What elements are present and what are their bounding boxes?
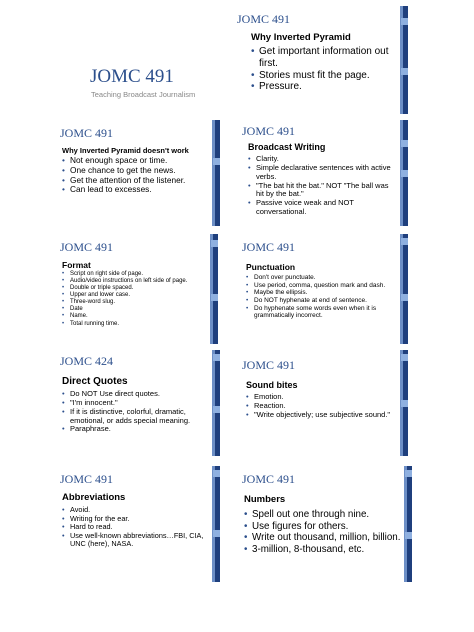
bullet-item: • Total running time.	[62, 321, 214, 328]
slide-side-square	[213, 406, 220, 413]
bullet-item: • Simple declarative sentences with active verbs.	[248, 164, 398, 182]
bullet-item: • If it is distinctive, colorful, dramatic, emotional, or adds special meaning.	[62, 408, 214, 426]
bullet-item: • "I'm innocent."	[62, 399, 214, 408]
course-label: JOMC 491	[242, 358, 296, 372]
bullet-list	[248, 155, 398, 217]
bullet-item: • Can lead to excesses.	[62, 185, 212, 195]
course-label: JOMC 491	[60, 472, 114, 486]
bullet-item: • Do hyphenate some words even when it is grammatically incorrect.	[246, 305, 401, 320]
bullet-list	[251, 46, 401, 93]
slide-side-square	[401, 354, 408, 361]
slide-side-bar-light	[212, 466, 215, 582]
bullet-item: • Passive voice weak and NOT conversational.	[248, 199, 398, 217]
slide-side-square	[213, 530, 220, 537]
slide-heading: Sound bites	[246, 380, 298, 390]
bullet-item: • Get the attention of the listener.	[62, 176, 212, 186]
slide-heading: Numbers	[244, 494, 286, 505]
bullet-item: • Use figures for others.	[244, 521, 402, 533]
bullet-item: • Not enough space or time.	[62, 156, 212, 166]
slide-side-square	[401, 68, 408, 75]
slide-format	[50, 234, 218, 344]
slide-side-bar	[215, 350, 220, 456]
slide-side-square	[405, 532, 412, 539]
slide-side-bar	[215, 120, 220, 226]
bullet-item: • 3-million, 8-thousand, etc.	[244, 544, 402, 556]
bullet-item: • Name.	[62, 313, 214, 320]
slide-side-square	[213, 158, 220, 165]
course-label: JOMC 491	[60, 240, 114, 254]
bullet-list	[62, 156, 212, 195]
slide-side-square	[401, 18, 408, 25]
slide-side-square	[405, 470, 412, 477]
bullet-item: • Writing for the ear.	[62, 515, 212, 524]
bullet-item: • Three-word slug.	[62, 299, 214, 306]
slide-side-square	[401, 170, 408, 177]
slide-side-bar-light	[404, 466, 407, 582]
slide-heading: Direct Quotes	[62, 376, 128, 387]
bullet-item: • Stories must fit the page.	[251, 70, 401, 82]
bullet-list	[62, 390, 214, 434]
bullet-list	[244, 509, 402, 555]
bullet-item: • Get important information out first.	[251, 46, 401, 70]
slide-abbreviations	[50, 466, 220, 582]
bullet-item: • One chance to get the news.	[62, 166, 212, 176]
slide-title	[30, 6, 216, 118]
bullet-item: • Avoid.	[62, 506, 212, 515]
bullet-item: • Clarity.	[248, 155, 398, 164]
bullet-item: • Script on right side of page.	[62, 271, 214, 278]
bullet-item: • Maybe the ellipsis.	[246, 289, 401, 297]
slide-heading: Format	[62, 260, 91, 270]
course-label: JOMC 491	[242, 472, 296, 486]
bullet-item: • Use period, comma, question mark and dash.	[246, 282, 401, 290]
slide-heading: Why Inverted Pyramid	[251, 32, 351, 43]
course-label: JOMC 491	[60, 126, 114, 140]
bullet-item: • Pressure.	[251, 81, 401, 93]
course-label: JOMC 491	[237, 12, 291, 26]
bullet-item: • Do NOT Use direct quotes.	[62, 390, 214, 399]
bullet-item: • Double or triple spaced.	[62, 285, 214, 292]
bullet-item: • Paraphrase.	[62, 425, 214, 434]
slide-side-bar	[403, 234, 408, 344]
slide-punctuation	[232, 234, 408, 344]
bullet-item: • Date	[62, 306, 214, 313]
slide-side-square	[211, 240, 218, 247]
slide-side-bar-light	[212, 120, 215, 226]
course-title: JOMC 491	[90, 66, 174, 87]
bullet-item: • Write out thousand, million, billion.	[244, 532, 402, 544]
slide-heading: Punctuation	[246, 262, 296, 272]
bullet-item: • Reaction.	[246, 402, 398, 411]
bullet-item: • Do NOT hyphenate at end of sentence.	[246, 297, 401, 305]
slide-numbers	[232, 466, 412, 582]
bullet-item: • Use well-known abbreviations…FBI, CIA, UNC (here), NASA.	[62, 532, 212, 549]
slide-side-square	[213, 354, 220, 361]
slide-heading: Abbreviations	[62, 492, 126, 503]
slide-why-not-inverted-pyramid	[50, 120, 220, 226]
slide-side-square	[401, 238, 408, 245]
course-label: JOMC 491	[242, 240, 296, 254]
bullet-list	[246, 393, 398, 420]
bullet-item: • Upper and lower case.	[62, 292, 214, 299]
bullet-item: • "The bat hit the bat." NOT "The ball was hit by the bat."	[248, 182, 398, 200]
bullet-item: • Hard to read.	[62, 523, 212, 532]
slide-side-bar	[215, 466, 220, 582]
slide-broadcast-writing	[232, 120, 408, 226]
bullet-item: • "Write objectively; use subjective sound."	[246, 411, 398, 420]
slide-why-inverted-pyramid	[229, 6, 408, 114]
course-label: JOMC 491	[242, 124, 296, 138]
bullet-list	[246, 274, 401, 320]
bullet-item: • Spell out one through nine.	[244, 509, 402, 521]
slide-direct-quotes	[50, 350, 220, 456]
bullet-list	[62, 506, 212, 549]
bullet-item: • Audio/video instructions on left side of page.	[62, 278, 214, 285]
slide-side-square	[213, 470, 220, 477]
course-subtitle: Teaching Broadcast Journalism	[91, 90, 196, 99]
slide-side-bar	[407, 466, 412, 582]
course-label: JOMC 424	[60, 354, 114, 368]
bullet-item: • Emotion.	[246, 393, 398, 402]
slide-side-square	[401, 140, 408, 147]
bullet-item: • Don't over punctuate.	[246, 274, 401, 282]
bullet-list	[62, 271, 214, 328]
slide-heading: Broadcast Writing	[248, 142, 326, 152]
slide-side-square	[401, 400, 408, 407]
slide-sound-bites	[232, 350, 408, 456]
slide-heading: Why Inverted Pyramid doesn't work	[62, 146, 189, 155]
slide-side-square	[401, 294, 408, 301]
